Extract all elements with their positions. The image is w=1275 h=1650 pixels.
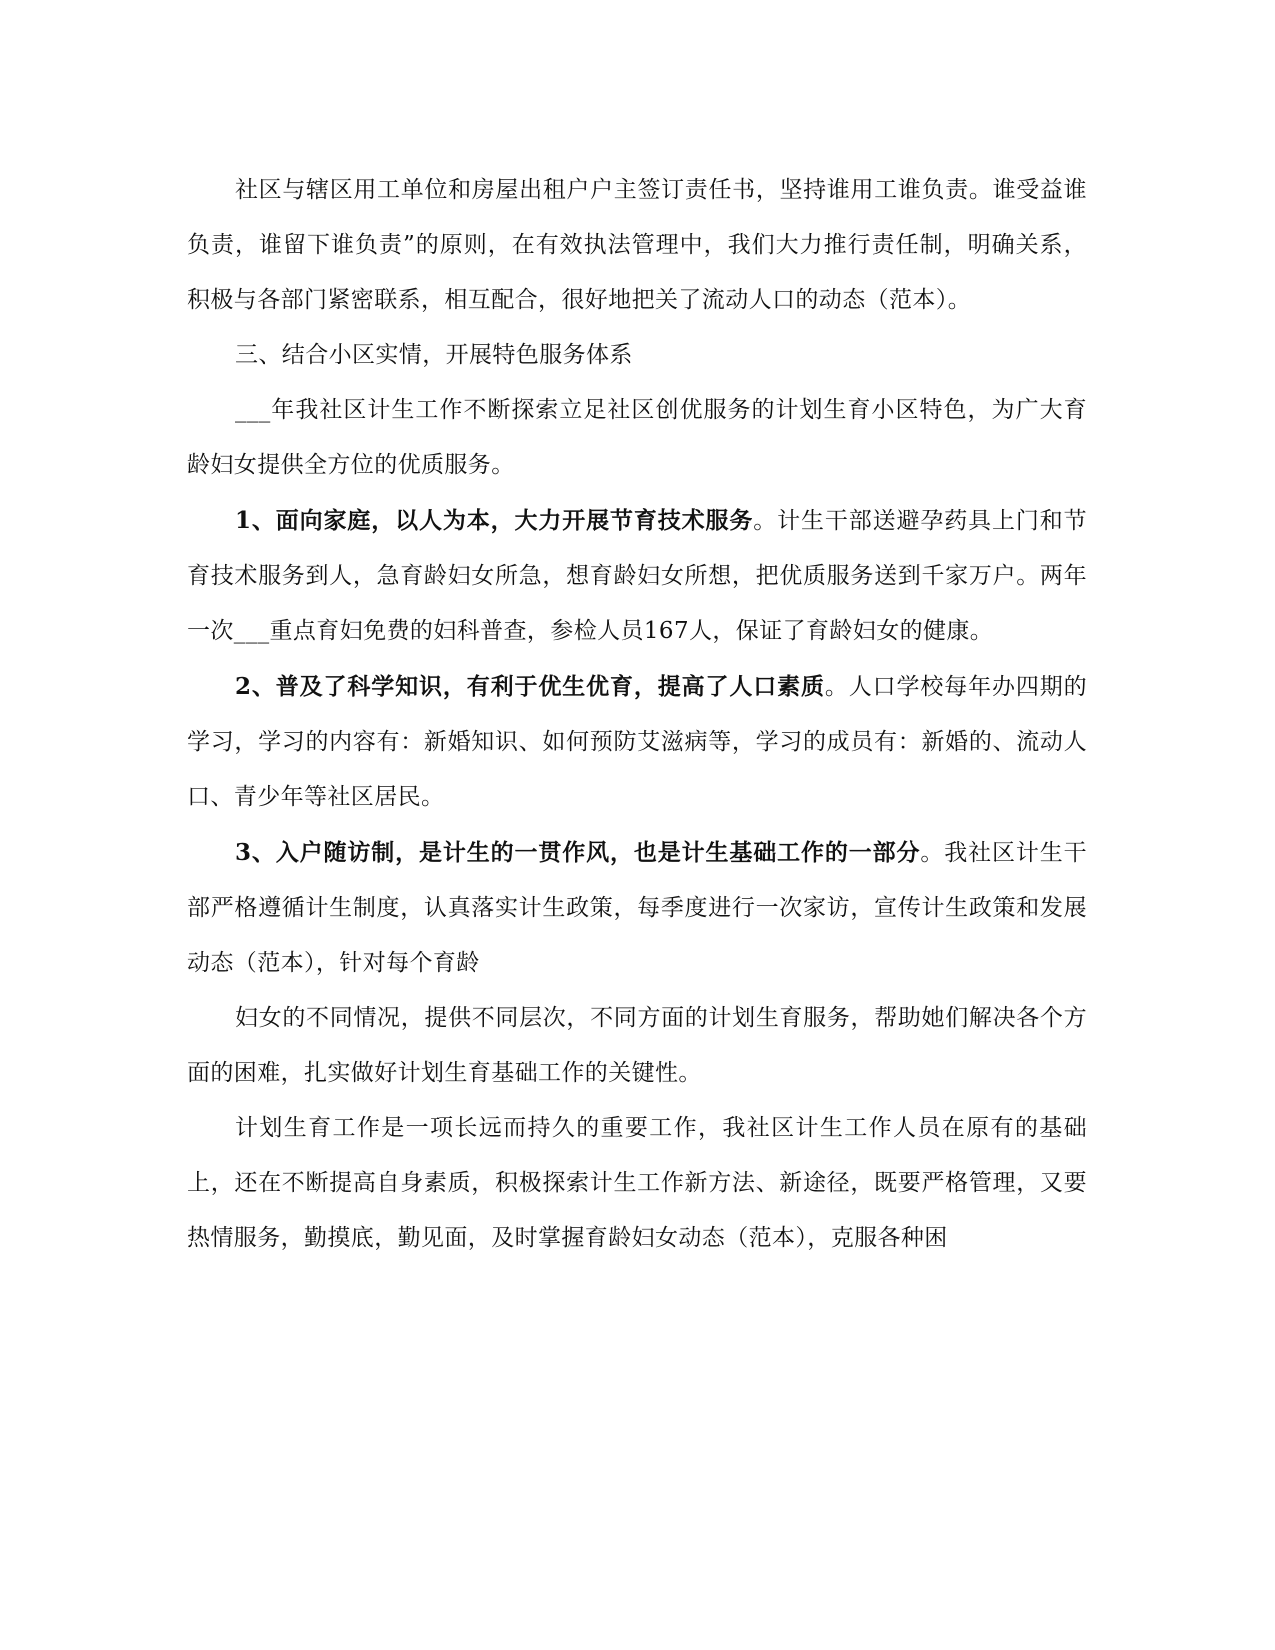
paragraph-text: ___年我社区计生工作不断探索立足社区创优服务的计划生育小区特色，为广大育龄妇女提供全方位的优质服务。 <box>187 397 1087 478</box>
paragraph-responsibility <box>187 163 1087 328</box>
paragraph-conclusion <box>187 1101 1087 1266</box>
paragraph-text: 妇女的不同情况，提供不同层次，不同方面的计划生育服务，帮助她们解决各个方面的困难，扎实做好计划生育基础工作的关键性。 <box>187 1005 1087 1086</box>
paragraph-text: 。我社区计生干部严格遵循计生制度，认真落实计生政策，每季度进行一次家访，宣传计生政策和发展动态（范本），针对每个育龄 <box>187 840 1087 976</box>
paragraph-item-2 <box>187 659 1087 825</box>
paragraph-item-1 <box>187 493 1087 659</box>
paragraph-item-3 <box>187 825 1087 991</box>
paragraph-intro <box>187 383 1087 493</box>
paragraph-text: 。人口学校每年办四期的学习，学习的内容有：新婚知识、如何预防艾滋病等，学习的成员有：新婚的、流动人口、青少年等社区居民。 <box>187 674 1087 810</box>
paragraph-text: 计划生育工作是一项长远而持久的重要工作，我社区计生工作人员在原有的基础上，还在不断提高自身素质，积极探索计生工作新方法、新途径，既要严格管理，又要热情服务，勤摸底，勤见面，及时掌握育龄妇女动态（范本），克服各种困 <box>187 1115 1087 1251</box>
paragraph-text: 社区与辖区用工单位和房屋出租户户主签订责任书，坚持谁用工谁负责。谁受益谁负责，谁留下谁负责”的原则，在有效执法管理中，我们大力推行责任制，明确关系，积极与各部门紧密联系，相互配合，很好地把关了流动人口的动态（范本）。 <box>187 177 1087 313</box>
heading-text: 三、结合小区实情，开展特色服务体系 <box>235 342 633 368</box>
paragraph-continuation <box>187 991 1087 1101</box>
item-3-heading: 3、入户随访制，是计生的一贯作风，也是计生基础工作的一部分 <box>235 839 921 866</box>
paragraph-text: 。计生干部送避孕药具上门和节育技术服务到人，急育龄妇女所急，想育龄妇女所想，把优质服务送到千家万户。两年一次___重点育妇免费的妇科普查，参检人员167人，保证了育龄妇女的健康。 <box>187 508 1087 644</box>
item-1-heading: 1、面向家庭，以人为本，大力开展节育技术服务 <box>235 507 754 534</box>
item-2-heading: 2、普及了科学知识，有利于优生优育，提高了人口素质 <box>235 673 825 700</box>
document-body <box>187 163 1087 1266</box>
section-heading-3 <box>187 328 1087 383</box>
